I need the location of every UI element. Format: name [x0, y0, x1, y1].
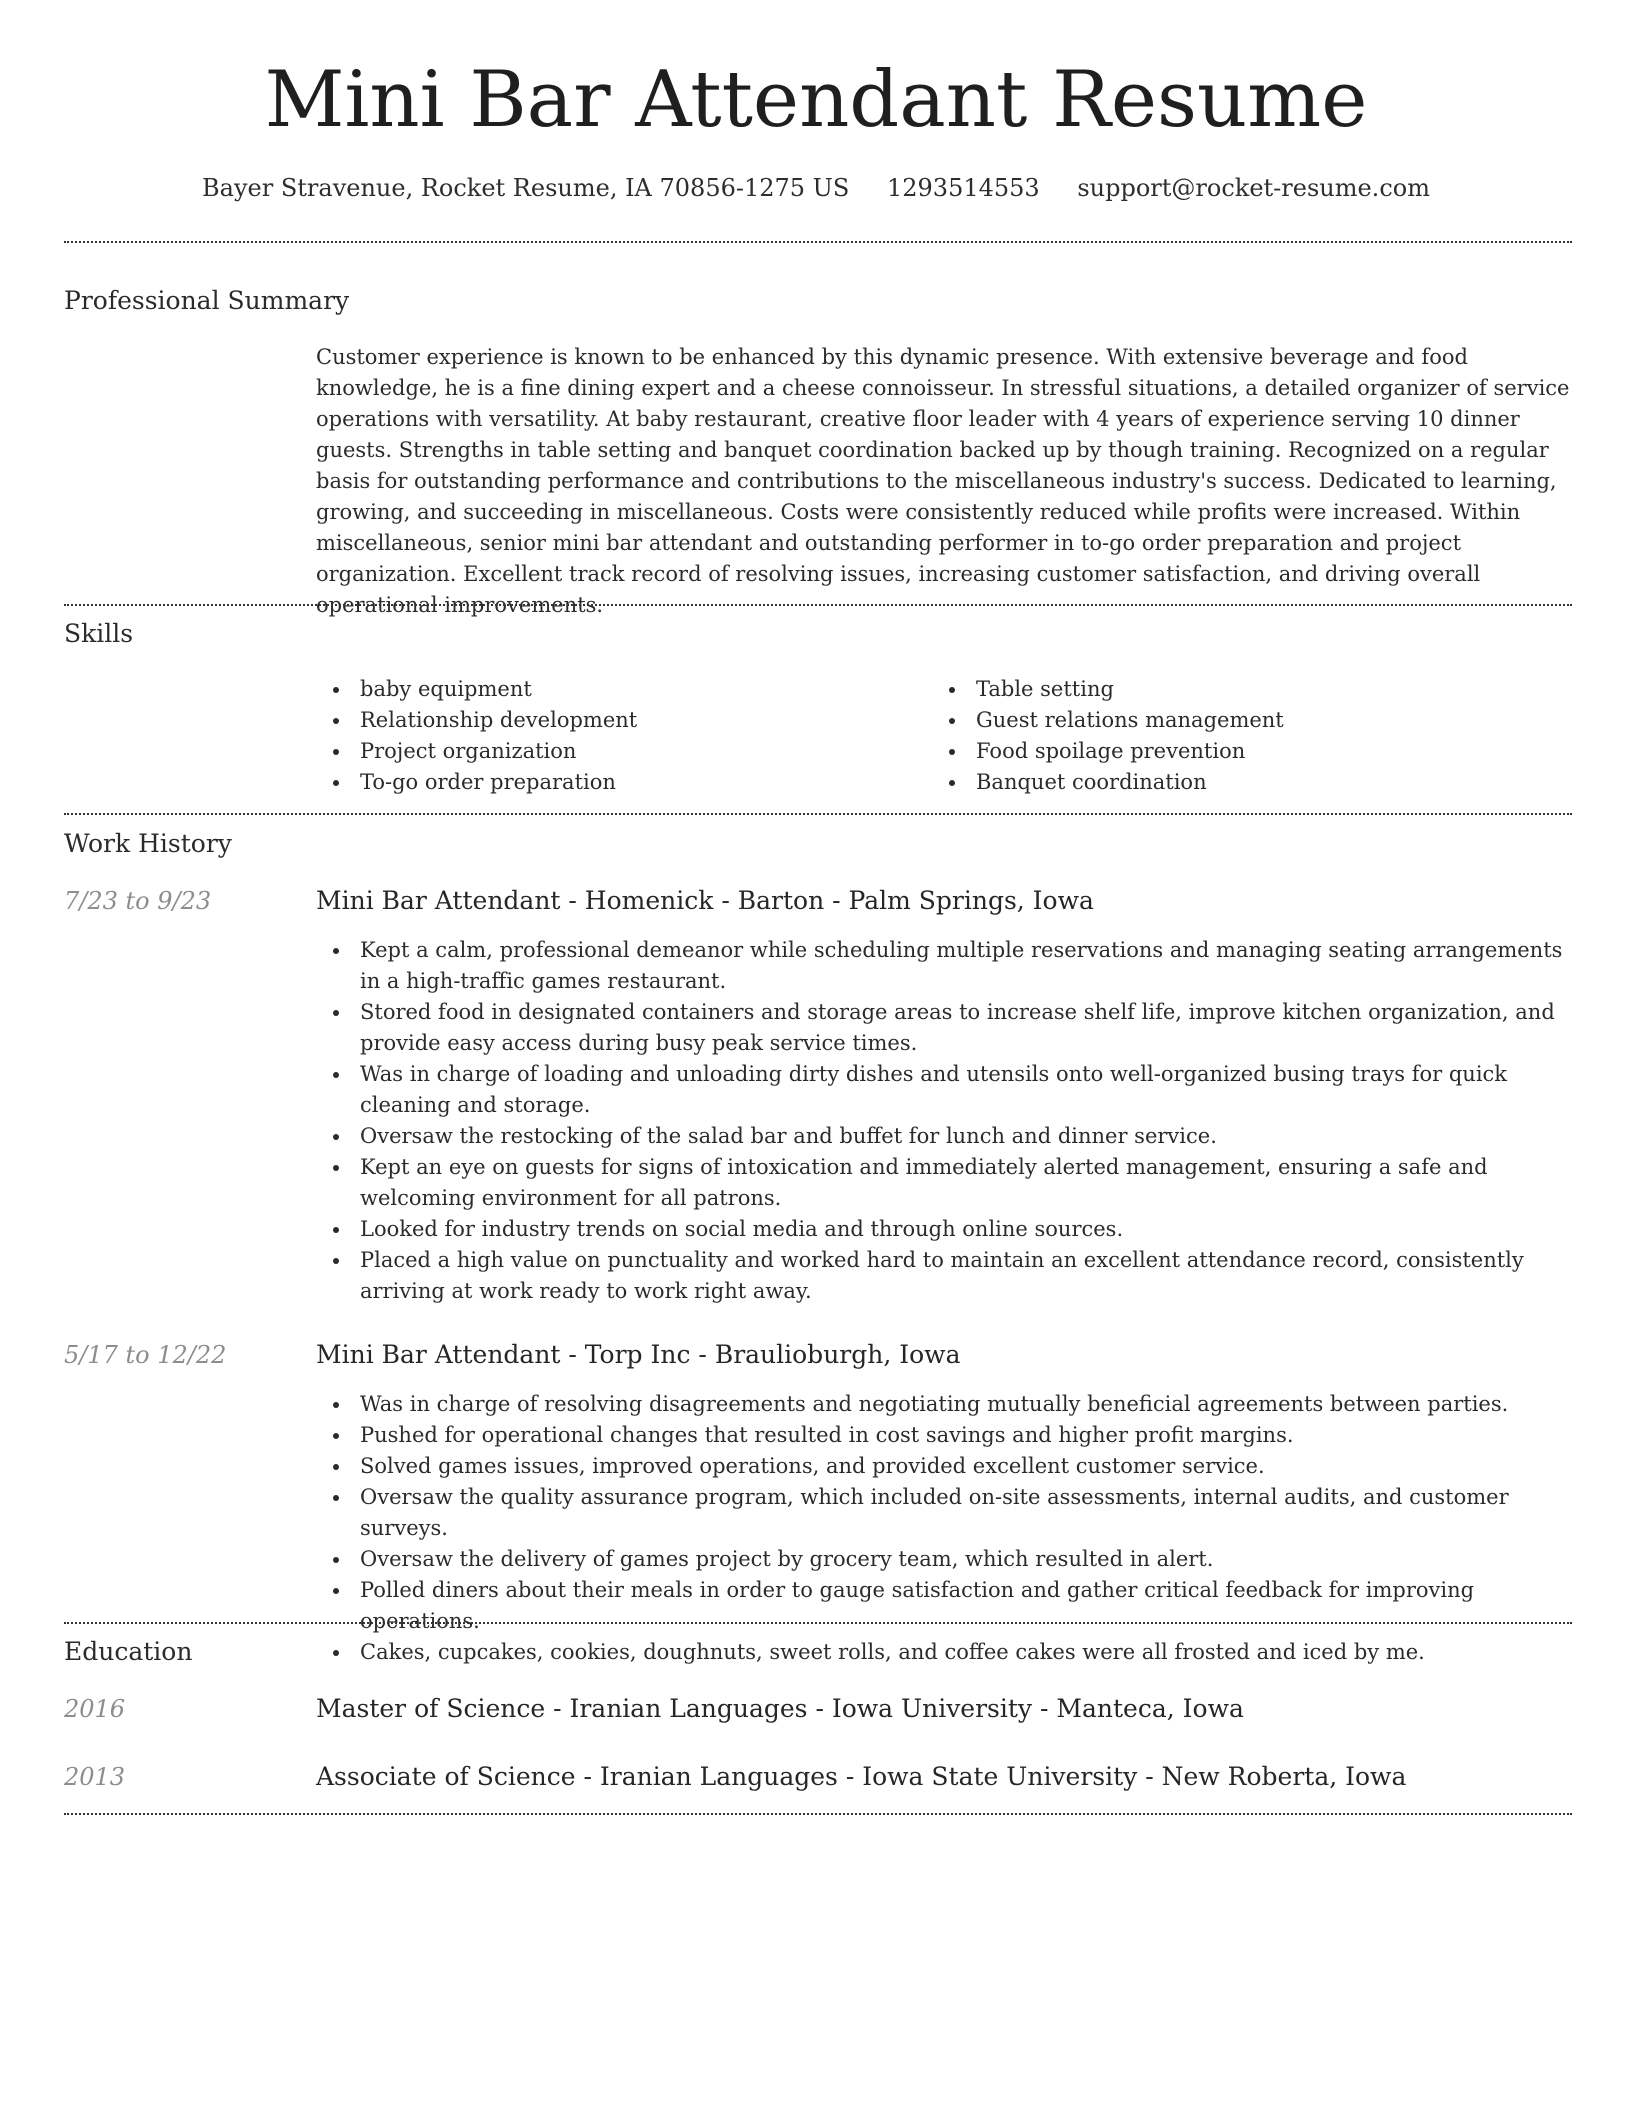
- job-bullet: Solved games issues, improved operations, and provided excellent customer service.: [316, 1451, 1572, 1482]
- education-year: 2016: [64, 1695, 126, 1723]
- job-bullet: Was in charge of resolving disagreements and negotiating mutually beneficial agreements between parties.: [316, 1389, 1572, 1420]
- summary-paragraph: Customer experience is known to be enhanced by this dynamic presence. With extensive beverage and food knowledge, he is a fine dining expert and a cheese connoisseur. In stressful situations, a detailed organizer of service operations with versatility. At baby restaurant, creative floor leader with 4 years of experience serving 10 dinner guests. Strengths in table setting and banquet coordination backed up by though training. Recognized on a regular basis for outstanding performance and contributions to the miscellaneous industry's success. Dedicated to learning, growing, and succeeding in miscellaneous. Costs were consistently reduced while profits were increased. Within miscellaneous, senior mini bar attendant and outstanding performer in to-go order preparation and project organization. Excellent track record of resolving issues, increasing customer satisfaction, and driving overall operational improvements.: [316, 345, 1570, 617]
- job-bullet: Oversaw the quality assurance program, which included on-site assessments, internal audits, and customer surveys.: [316, 1482, 1572, 1544]
- work-heading: Work History: [64, 829, 232, 858]
- job-bullets: [316, 935, 1572, 1307]
- job-bullet: Was in charge of loading and unloading dirty dishes and utensils onto well-organized busing trays for quick cleaning and storage.: [316, 1059, 1572, 1121]
- education-heading: Education: [64, 1637, 193, 1666]
- job-title: Mini Bar Attendant - Torp Inc - Braulioburgh, Iowa: [316, 1340, 961, 1369]
- job-bullet: Placed a high value on punctuality and worked hard to maintain an excellent attendance record, consistently arriving at work ready to work right away.: [316, 1245, 1572, 1307]
- skill-item: Relationship development: [316, 705, 916, 736]
- job-bullet: Oversaw the delivery of games project by grocery team, which resulted in alert.: [316, 1544, 1572, 1575]
- job-bullet: Stored food in designated containers and storage areas to increase shelf life, improve kitchen organization, and provide easy access during busy peak service times.: [316, 997, 1572, 1059]
- divider: [64, 241, 1572, 243]
- skill-item: Guest relations management: [932, 705, 1532, 736]
- education-title: Master of Science - Iranian Languages - Iowa University - Manteca, Iowa: [316, 1694, 1244, 1723]
- divider: [64, 604, 1572, 606]
- contact-line: [0, 172, 1632, 204]
- job-bullet: Pushed for operational changes that resulted in cost savings and higher profit margins.: [316, 1420, 1572, 1451]
- summary-heading: Professional Summary: [64, 286, 350, 315]
- job-bullet: Kept a calm, professional demeanor while scheduling multiple reservations and managing seating arrangements in a high-traffic games restaurant.: [316, 935, 1572, 997]
- skill-item: Table setting: [932, 674, 1532, 705]
- divider: [64, 1813, 1572, 1815]
- skill-item: baby equipment: [316, 674, 916, 705]
- job-bullet: Looked for industry trends on social media and through online sources.: [316, 1214, 1572, 1245]
- contact-address: Bayer Stravenue, Rocket Resume, IA 70856-1275 US: [202, 174, 850, 202]
- divider: [64, 813, 1572, 815]
- job-bullets: [316, 1389, 1572, 1668]
- education-year: 2013: [64, 1763, 126, 1791]
- job-bullet: Cakes, cupcakes, cookies, doughnuts, sweet rolls, and coffee cakes were all frosted and iced by me.: [316, 1637, 1572, 1668]
- job-dates: 5/17 to 12/22: [64, 1341, 227, 1369]
- summary-text: [316, 342, 1572, 621]
- education-title: Associate of Science - Iranian Languages - Iowa State University - New Roberta, Iowa: [316, 1762, 1407, 1791]
- skills-list-right: [932, 674, 1532, 798]
- contact-phone: 1293514553: [887, 174, 1040, 202]
- skill-item: Banquet coordination: [932, 767, 1532, 798]
- job-dates: 7/23 to 9/23: [64, 887, 212, 915]
- contact-email[interactable]: support@rocket-resume.com: [1077, 174, 1430, 202]
- divider: [64, 1622, 1572, 1624]
- job-bullet: Kept an eye on guests for signs of intoxication and immediately alerted management, ensuring a safe and welcoming environment for all patrons.: [316, 1152, 1572, 1214]
- resume-title: Mini Bar Attendant Resume: [264, 55, 1368, 145]
- job-bullet: Oversaw the restocking of the salad bar and buffet for lunch and dinner service.: [316, 1121, 1572, 1152]
- skill-item: To-go order preparation: [316, 767, 916, 798]
- skill-item: Food spoilage prevention: [932, 736, 1532, 767]
- skills-heading: Skills: [64, 619, 134, 648]
- job-bullet: Polled diners about their meals in order to gauge satisfaction and gather critical feedback for improving operations.: [316, 1575, 1572, 1637]
- job-title: Mini Bar Attendant - Homenick - Barton - Palm Springs, Iowa: [316, 886, 1094, 915]
- skills-list-left: [316, 674, 916, 798]
- skill-item: Project organization: [316, 736, 916, 767]
